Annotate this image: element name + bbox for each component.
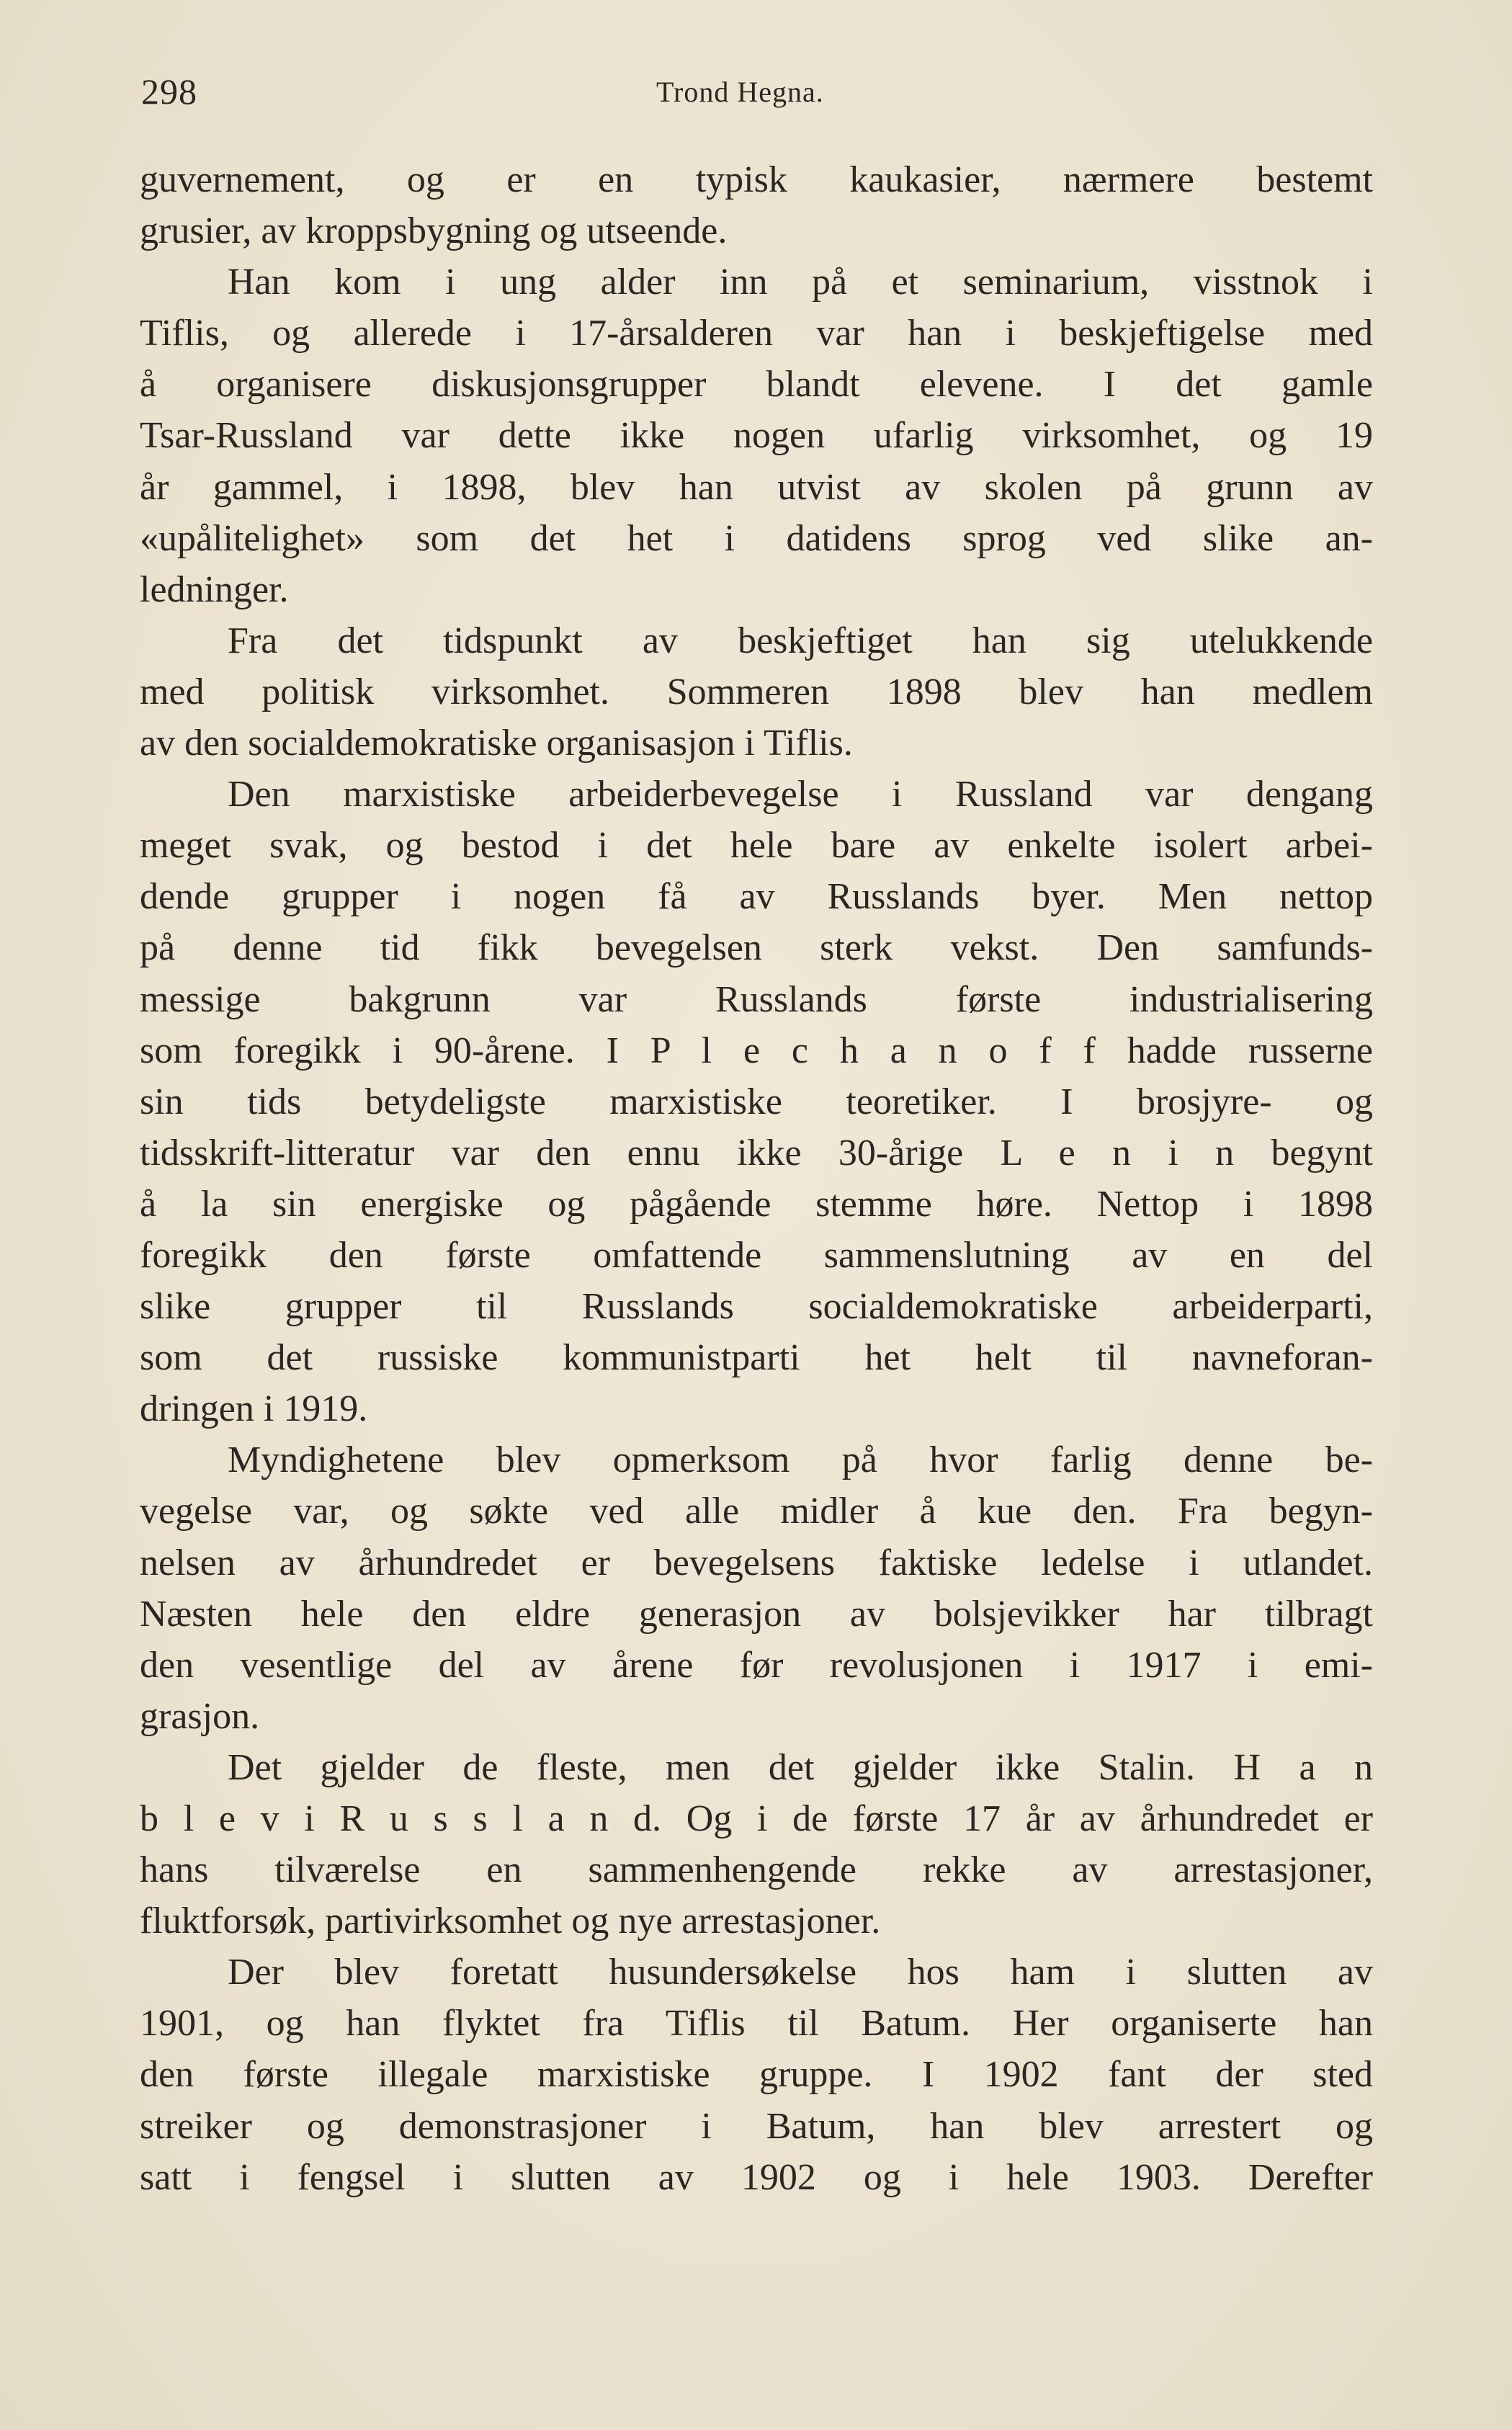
text-line: Der blev foretatt husundersøkelse hos ham i slutten av	[228, 1952, 1373, 1993]
text-line: meget svak, og bestod i det hele bare av enkelte isolert arbei-	[140, 825, 1373, 867]
text-line: sin tids betydeligste marxistiske teoretiker. I brosjyre- og	[140, 1081, 1373, 1122]
text-line: vegelse var, og søkte ved alle midler å kue den. Fra begyn-	[140, 1491, 1373, 1532]
text-line: Den marxistiske arbeiderbevegelse i Russland var dengang	[228, 774, 1373, 816]
text-line: streiker og demonstrasjoner i Batum, han blev arrestert og	[140, 2105, 1373, 2147]
text-line: Fra det tidspunkt av beskjeftiget han sig utelukkende	[228, 620, 1373, 661]
text-line: den første illegale marxistiske gruppe. I 1902 fant der sted	[140, 2054, 1373, 2096]
text-line: av den socialdemokratiske organisasjon i Tiflis.	[140, 723, 853, 764]
text-line: ledninger.	[140, 568, 289, 610]
text-line: som det russiske kommunistparti het helt til navneforan-	[140, 1337, 1373, 1379]
text-line: Tsar-Russland var dette ikke nogen ufarlig virksomhet, og 19	[140, 415, 1373, 457]
text-line: tidsskrift-litteratur var den ennu ikke 30-årige L e n i n begynt	[140, 1132, 1373, 1174]
text-line: år gammel, i 1898, blev han utvist av skolen på grunn av	[140, 466, 1373, 508]
text-line: å la sin energiske og pågående stemme høre. Nettop i 1898	[140, 1183, 1373, 1225]
page-number: 298	[141, 71, 197, 112]
text-line: Næsten hele den eldre generasjon av bolsjevikker har tilbragt	[140, 1593, 1373, 1635]
text-line: Myndighetene blev opmerksom på hvor farlig denne be-	[228, 1439, 1373, 1481]
text-line: 1901, og han flyktet fra Tiflis til Batum. Her organiserte han	[140, 2003, 1373, 2045]
text-line: dende grupper i nogen få av Russlands byer. Men nettop	[140, 876, 1373, 918]
text-line: Han kom i ung alder inn på et seminarium, visstnok i	[228, 262, 1373, 303]
text-line: messige bakgrunn var Russlands første industrialisering	[140, 978, 1373, 1020]
text-line: foregikk den første omfattende sammenslutning av en del	[140, 1234, 1373, 1276]
text-line: guvernement, og er en typisk kaukasier, nærmere bestemt	[140, 159, 1373, 200]
text-line: Tiflis, og allerede i 17-årsalderen var han i beskjeftigelse med	[140, 313, 1373, 354]
text-line: som foregikk i 90-årene. I P l e c h a n o f f hadde russerne	[140, 1029, 1373, 1071]
text-line: satt i fengsel i slutten av 1902 og i hele 1903. Derefter	[140, 2156, 1373, 2198]
body-text	[140, 154, 1373, 2203]
text-line: dringen i 1919.	[140, 1388, 368, 1430]
text-line: på denne tid fikk bevegelsen sterk vekst. Den samfunds-	[140, 927, 1373, 969]
text-line: med politisk virksomhet. Sommeren 1898 blev han medlem	[140, 671, 1373, 713]
text-line: b l e v i R u s s l a n d. Og i de første 17 år av århundredet er	[140, 1798, 1373, 1839]
text-line: den vesentlige del av årene før revolusjonen i 1917 i emi-	[140, 1644, 1373, 1686]
text-line: nelsen av århundredet er bevegelsens faktiske ledelse i utlandet.	[140, 1542, 1373, 1583]
text-line: hans tilværelse en sammenhengende rekke av arrestasjoner,	[140, 1849, 1373, 1891]
text-line: slike grupper til Russlands socialdemokratiske arbeiderparti,	[140, 1286, 1373, 1328]
text-line: grusier, av kroppsbygning og utseende.	[140, 210, 728, 252]
text-line: grasjon.	[140, 1695, 260, 1737]
page-header	[141, 66, 1373, 117]
text-line: å organisere diskusjonsgrupper blandt elevene. I det gamle	[140, 364, 1373, 406]
text-line: «upålitelighet» som det het i datidens sprog ved slike an-	[140, 517, 1373, 559]
running-head: Trond Hegna.	[656, 76, 824, 108]
text-line: fluktforsøk, partivirksomhet og nye arrestasjoner.	[140, 1900, 881, 1942]
text-line: Det gjelder de fleste, men det gjelder ikke Stalin. H a n	[228, 1746, 1373, 1788]
